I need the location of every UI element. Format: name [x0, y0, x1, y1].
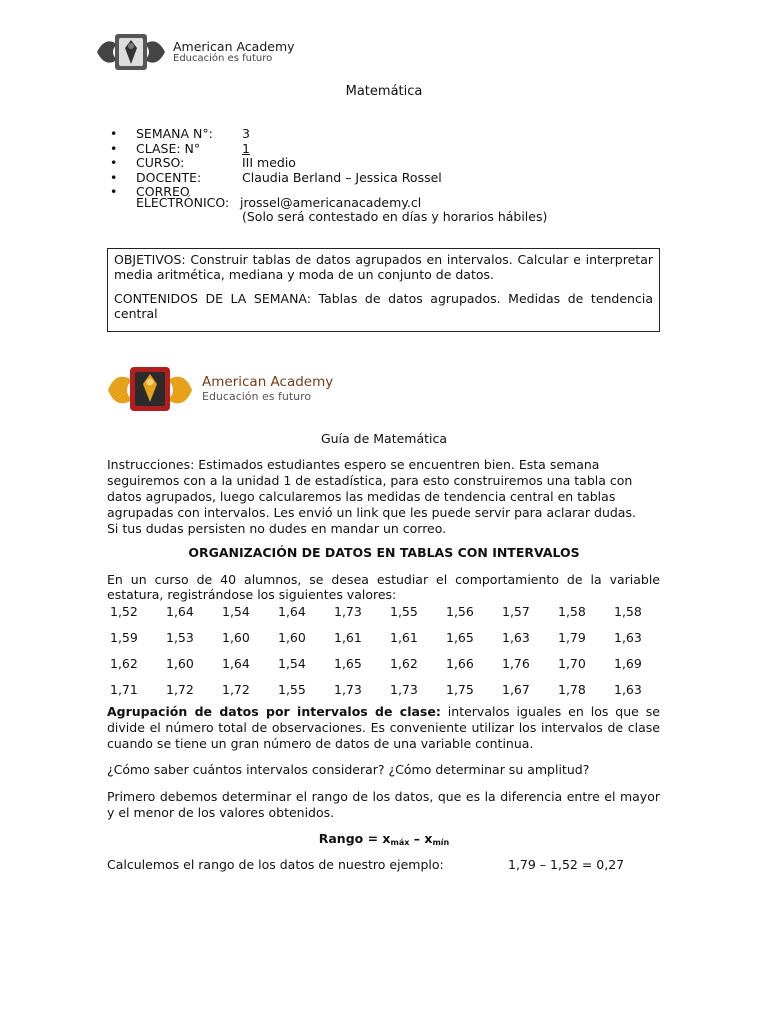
formula-sub-max: máx	[390, 838, 410, 847]
formula-x-min: x	[424, 831, 433, 846]
data-intro: En un curso de 40 alumnos, se desea estudiar el comportamiento de la variable estatura, registrándose los siguientes valores:	[107, 572, 660, 602]
formula-x-max: x	[382, 831, 391, 846]
logo-tagline: Educación es futuro	[202, 390, 312, 403]
logo-tagline: Educación es futuro	[173, 52, 273, 64]
formula-sub-min: mín	[432, 838, 450, 847]
table-row	[110, 650, 670, 676]
academy-crest-icon	[95, 30, 167, 74]
data-table	[110, 598, 670, 702]
guide-logo	[106, 364, 333, 414]
table-cell: 1,66	[446, 655, 474, 671]
table-cell: 1,79	[558, 629, 586, 645]
table-cell: 1,58	[558, 603, 586, 619]
table-cell: 1,73	[390, 681, 418, 697]
table-cell: 1,54	[278, 655, 306, 671]
table-cell: 1,63	[614, 681, 642, 697]
table-cell: 1,61	[334, 629, 362, 645]
table-cell: 1,60	[278, 629, 306, 645]
question-text: ¿Cómo saber cuántos intervalos considerar? ¿Cómo determinar su amplitud?	[107, 762, 590, 777]
table-cell: 1,72	[166, 681, 194, 697]
formula-dash: –	[409, 831, 425, 846]
objectives-text: OBJETIVOS: Construir tablas de datos agrupados en intervalos. Calcular e interpretar media aritmética, mediana y moda de un conjunto de datos.	[114, 252, 653, 282]
logo-name: American Academy	[173, 38, 295, 54]
info-email-label: • CORREO	[110, 184, 190, 199]
email-address[interactable]: jrossel@americanacademy.cl	[240, 195, 422, 210]
table-cell: 1,65	[334, 655, 362, 671]
table-cell: 1,64	[222, 655, 250, 671]
table-cell: 1,76	[502, 655, 530, 671]
table-cell: 1,60	[166, 655, 194, 671]
table-cell: 1,60	[222, 629, 250, 645]
table-cell: 1,78	[558, 681, 586, 697]
table-cell: 1,58	[614, 603, 642, 619]
example-result: 1,79 – 1,52 = 0,27	[508, 857, 625, 872]
table-cell: 1,73	[334, 603, 362, 619]
table-cell: 1,70	[558, 655, 586, 671]
info-week: • SEMANA N°: 3	[110, 126, 250, 141]
table-row	[110, 676, 670, 702]
table-cell: 1,67	[502, 681, 530, 697]
table-cell: 1,54	[222, 603, 250, 619]
table-cell: 1,72	[222, 681, 250, 697]
table-cell: 1,65	[446, 629, 474, 645]
formula-label: Rango =	[318, 831, 383, 846]
guide-title: Guía de Matemática	[320, 431, 448, 446]
email-note: (Solo será contestado en días y horarios hábiles)	[242, 209, 548, 224]
table-cell: 1,62	[390, 655, 418, 671]
table-cell: 1,59	[110, 629, 138, 645]
table-cell: 1,64	[278, 603, 306, 619]
header-logo	[95, 30, 295, 74]
contents-text: CONTENIDOS DE LA SEMANA: Tablas de datos agrupados. Medidas de tendencia central	[114, 291, 653, 321]
table-row	[110, 624, 670, 650]
table-cell: 1,53	[166, 629, 194, 645]
agrupacion-definition: intervalos iguales en los que se divide el número total de observaciones. Es conveniente utilizar los intervalos de clase cuando se tiene un gran número de datos de una variable continua.	[107, 704, 660, 751]
range-formula	[0, 831, 768, 847]
logo-name: American Academy	[202, 374, 334, 390]
table-cell: 1,55	[390, 603, 418, 619]
table-cell: 1,61	[390, 629, 418, 645]
table-cell: 1,71	[110, 681, 138, 697]
table-cell: 1,63	[614, 629, 642, 645]
table-row	[110, 598, 670, 624]
table-cell: 1,73	[334, 681, 362, 697]
objectives-box	[107, 248, 660, 332]
info-teacher: • DOCENTE: Claudia Berland – Jessica Rossel	[110, 169, 442, 185]
table-cell: 1,69	[614, 655, 642, 671]
table-cell: 1,64	[166, 603, 194, 619]
example-text: Calculemos el rango de los datos de nuestro ejemplo:	[107, 857, 444, 872]
agrupacion-paragraph	[107, 704, 660, 752]
primero-paragraph: Primero debemos determinar el rango de los datos, que es la diferencia entre el mayor y el menor de los valores obtenidos.	[107, 789, 660, 820]
table-cell: 1,62	[110, 655, 138, 671]
table-cell: 1,63	[502, 629, 530, 645]
document-title: Matemática	[345, 84, 423, 99]
table-cell: 1,75	[446, 681, 474, 697]
table-cell: 1,55	[278, 681, 306, 697]
academy-crest-color-icon	[106, 364, 194, 414]
info-course: • CURSO: III medio	[110, 155, 296, 170]
agrupacion-term: Agrupación de datos por intervalos de clase:	[107, 704, 441, 719]
email-label: ELECTRÓNICO:	[136, 195, 230, 210]
section-title: ORGANIZACIÓN DE DATOS EN TABLAS CON INTERVALOS	[188, 545, 580, 560]
table-cell: 1,56	[446, 603, 474, 619]
info-list	[110, 127, 570, 200]
table-cell: 1,52	[110, 603, 138, 619]
table-cell: 1,57	[502, 603, 530, 619]
instructions: Instrucciones: Estimados estudiantes espero se encuentren bien. Esta semana seguiremos con a la unidad 1 de estadística, para esto construiremos una tabla con datos agrupados, luego calcularemos las medidas de tendencia central en tablas agrupadas con intervalos. Les envió un link que les puede servir para aclarar dudas. Si tus dudas persisten no dudes en mandar un correo.	[107, 457, 636, 536]
info-class: • CLASE: N° 1	[110, 140, 250, 156]
